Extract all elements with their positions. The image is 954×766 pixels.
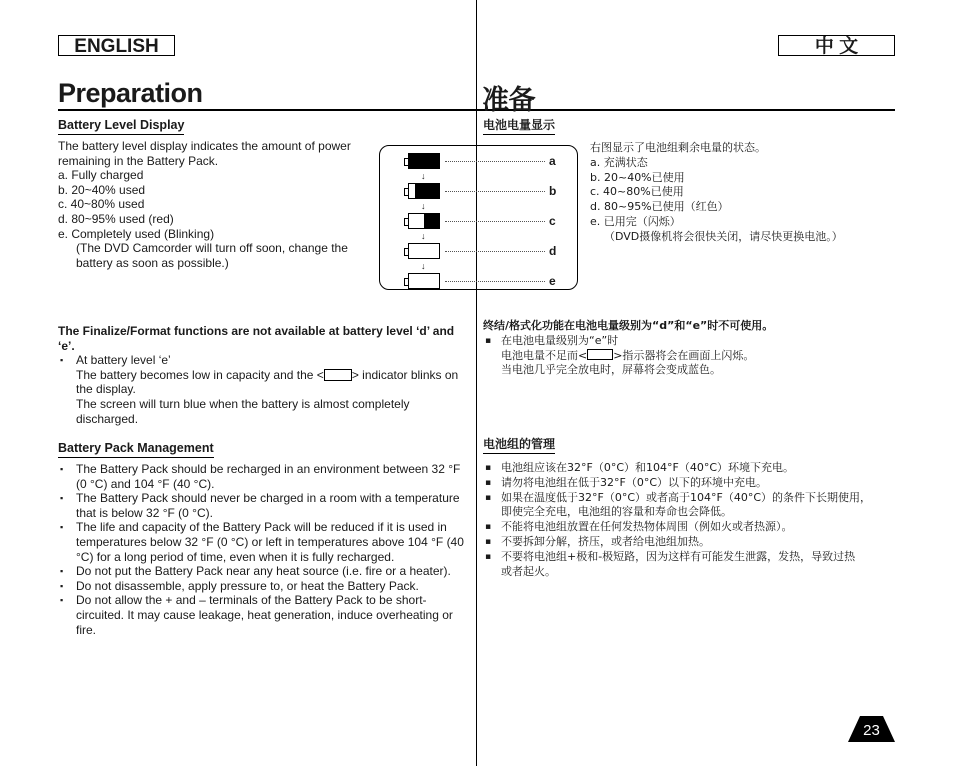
finalize-line-zh: 当电池几乎完全放电时，屏幕将会变成蓝色。 — [501, 363, 721, 377]
language-label-chinese: 中 文 — [778, 35, 895, 56]
center-divider — [476, 0, 477, 766]
finalize-warning: The Finalize/Format functions are not available at battery level ‘d’ and — [58, 324, 455, 338]
finalize-line: discharged. — [76, 411, 139, 426]
level-item-e-zh: e. 已用完（闪烁） — [590, 214, 681, 228]
bullet-item: ▪ 请勿将电池组在低于32°F（0°C）以下的环境中充电。 — [483, 476, 893, 491]
battery-level-text — [58, 139, 368, 270]
bullet-item-continued: 即使完全充电，电池组的容量和寿命也会降低。 — [501, 505, 732, 519]
battery-level-heading: Battery Level Display — [58, 118, 184, 135]
bullet-item: ▪ The life and capacity of the Battery Pack will be reduced if it is used in — [58, 520, 473, 535]
level-note-zh: （DVD摄像机将会很快关闭，请尽快更换电池。） — [604, 229, 843, 243]
finalize-line: The screen will turn blue when the battery is almost completely — [76, 396, 410, 411]
leader-dots — [445, 221, 545, 222]
finalize-warning-zh: 终结/格式化功能在电池电量级别为“d”和“e”时不可使用。 — [483, 319, 774, 332]
leader-dots — [445, 251, 545, 252]
battery-cap — [404, 218, 409, 226]
battery-fill — [415, 184, 439, 198]
battery-label-a: a — [549, 154, 556, 168]
bullet-item: ▪ Do not allow the + and – terminals of the Battery Pack to be short- — [58, 593, 473, 608]
battery-cap — [404, 248, 409, 256]
bullet-item-continued: °C) for a long period of time, even when it is fully recharged. — [76, 549, 395, 564]
battery-icon-a — [408, 153, 440, 169]
level-item-d-zh: d. 80~95%已使用（红色） — [590, 200, 729, 214]
level-item-a: a. Fully charged — [58, 168, 144, 183]
bullet-item: ▪ 如果在温度低于32°F（0°C）或者高于104°F（40°C）的条件下长期使用， — [483, 491, 893, 506]
language-label-english: ENGLISH — [58, 35, 175, 56]
battery-level-heading-zh: 电池电量显示 — [483, 118, 555, 135]
finalize-line-zh: 电池电量不足而< >指示器将会在画面上闪烁。 — [501, 348, 755, 362]
finalize-bullet-zh: ▪ 在电池电量级别为“e”时 — [483, 334, 893, 349]
page-title-chinese: 准备 — [482, 85, 535, 116]
battery-fill — [409, 154, 439, 168]
battery-level-text-zh — [590, 141, 843, 245]
bullet-item: ▪ 不要拆卸分解，挤压，或者给电池组加热。 — [483, 535, 893, 550]
level-note: (The DVD Camcorder will turn off soon, change the — [76, 241, 348, 256]
finalize-warning: ‘e’. — [58, 338, 75, 353]
leader-dots — [445, 191, 545, 192]
down-arrow-icon: ↓ — [421, 201, 426, 211]
battery-management-list-zh — [483, 461, 893, 579]
battery-cap — [404, 188, 409, 196]
page-title-english: Preparation — [58, 78, 203, 108]
leader-dots — [445, 161, 545, 162]
battery-cap — [404, 278, 409, 286]
bullet-item: ▪ 电池组应该在32°F（0°C）和104°F（40°C）环境下充电。 — [483, 461, 893, 476]
down-arrow-icon: ↓ — [421, 261, 426, 271]
level-item-e: e. Completely used (Blinking) — [58, 226, 215, 241]
battery-management-heading-zh: 电池组的管理 — [483, 437, 555, 454]
level-item-b-zh: b. 20~40%已使用 — [590, 170, 685, 184]
finalize-bullet: ▪ At battery level ‘e’ — [58, 353, 468, 368]
bullet-item-continued: that is below 32 °F (0 °C). — [76, 505, 213, 520]
title-rule — [58, 109, 895, 111]
finalize-line: the display. — [76, 382, 136, 397]
battery-icon-e — [408, 273, 440, 289]
level-item-c-zh: c. 40~80%已使用 — [590, 185, 684, 199]
level-item-d: d. 80~95% used (red) — [58, 211, 174, 226]
level-item-a-zh: a. 充满状态 — [590, 155, 648, 169]
bullet-item: ▪ The Battery Pack should be recharged in an environment between 32 °F — [58, 462, 473, 477]
bullet-item-continued: fire. — [76, 622, 97, 637]
battery-level-diagram — [379, 145, 578, 290]
intro-line: remaining in the Battery Pack. — [58, 153, 219, 168]
battery-indicator-icon — [324, 369, 352, 381]
down-arrow-icon: ↓ — [421, 231, 426, 241]
page-number: 23 — [863, 722, 880, 739]
finalize-note — [58, 324, 468, 426]
finalize-note-zh — [483, 319, 893, 378]
down-arrow-icon: ↓ — [421, 171, 426, 181]
battery-label-d: d — [549, 244, 557, 258]
intro-line-zh: 右图显示了电池组剩余电量的状态。 — [590, 141, 766, 154]
bullet-item: ▪ Do not disassemble, apply pressure to, or heat the Battery Pack. — [58, 579, 473, 594]
battery-icon-c — [408, 213, 440, 229]
battery-icon-b — [408, 183, 440, 199]
bullet-item-continued: (0 °C) and 104 °F (40 °C). — [76, 476, 215, 491]
level-note: battery as soon as possible.) — [76, 255, 229, 270]
bullet-item: ▪ Do not put the Battery Pack near any heat source (i.e. fire or a heater). — [58, 564, 473, 579]
battery-label-c: c — [549, 214, 556, 228]
battery-management-heading: Battery Pack Management — [58, 441, 214, 458]
bullet-item: ▪ 不能将电池组放置在任何发热物体周围（例如火或者热源）。 — [483, 520, 893, 535]
bullet-item: ▪ The Battery Pack should never be charged in a room with a temperature — [58, 491, 473, 506]
finalize-line: The battery becomes low in capacity and the < > indicator blinks on — [76, 367, 459, 382]
level-item-b: b. 20~40% used — [58, 182, 146, 197]
leader-dots — [445, 281, 545, 282]
bullet-item-continued: circuited. It may cause leakage, heat generation, induce overheating or — [76, 607, 453, 622]
bullet-item-continued: 或者起火。 — [501, 564, 556, 578]
battery-label-b: b — [549, 184, 557, 198]
level-item-c: c. 40~80% used — [58, 197, 145, 212]
intro-line: The battery level display indicates the amount of power — [58, 139, 351, 153]
battery-fill — [424, 214, 439, 228]
bullet-item: ▪ 不要将电池组+极和-极短路，因为这样有可能发生泄露，发热，导致过热 — [483, 550, 893, 565]
battery-indicator-icon — [587, 349, 613, 360]
battery-icon-d — [408, 243, 440, 259]
battery-label-e: e — [549, 274, 556, 288]
bullet-item-continued: temperatures below 32 °F (0 °C) or left in temperatures above 104 °F (40 — [76, 534, 464, 549]
battery-management-list — [58, 462, 473, 637]
